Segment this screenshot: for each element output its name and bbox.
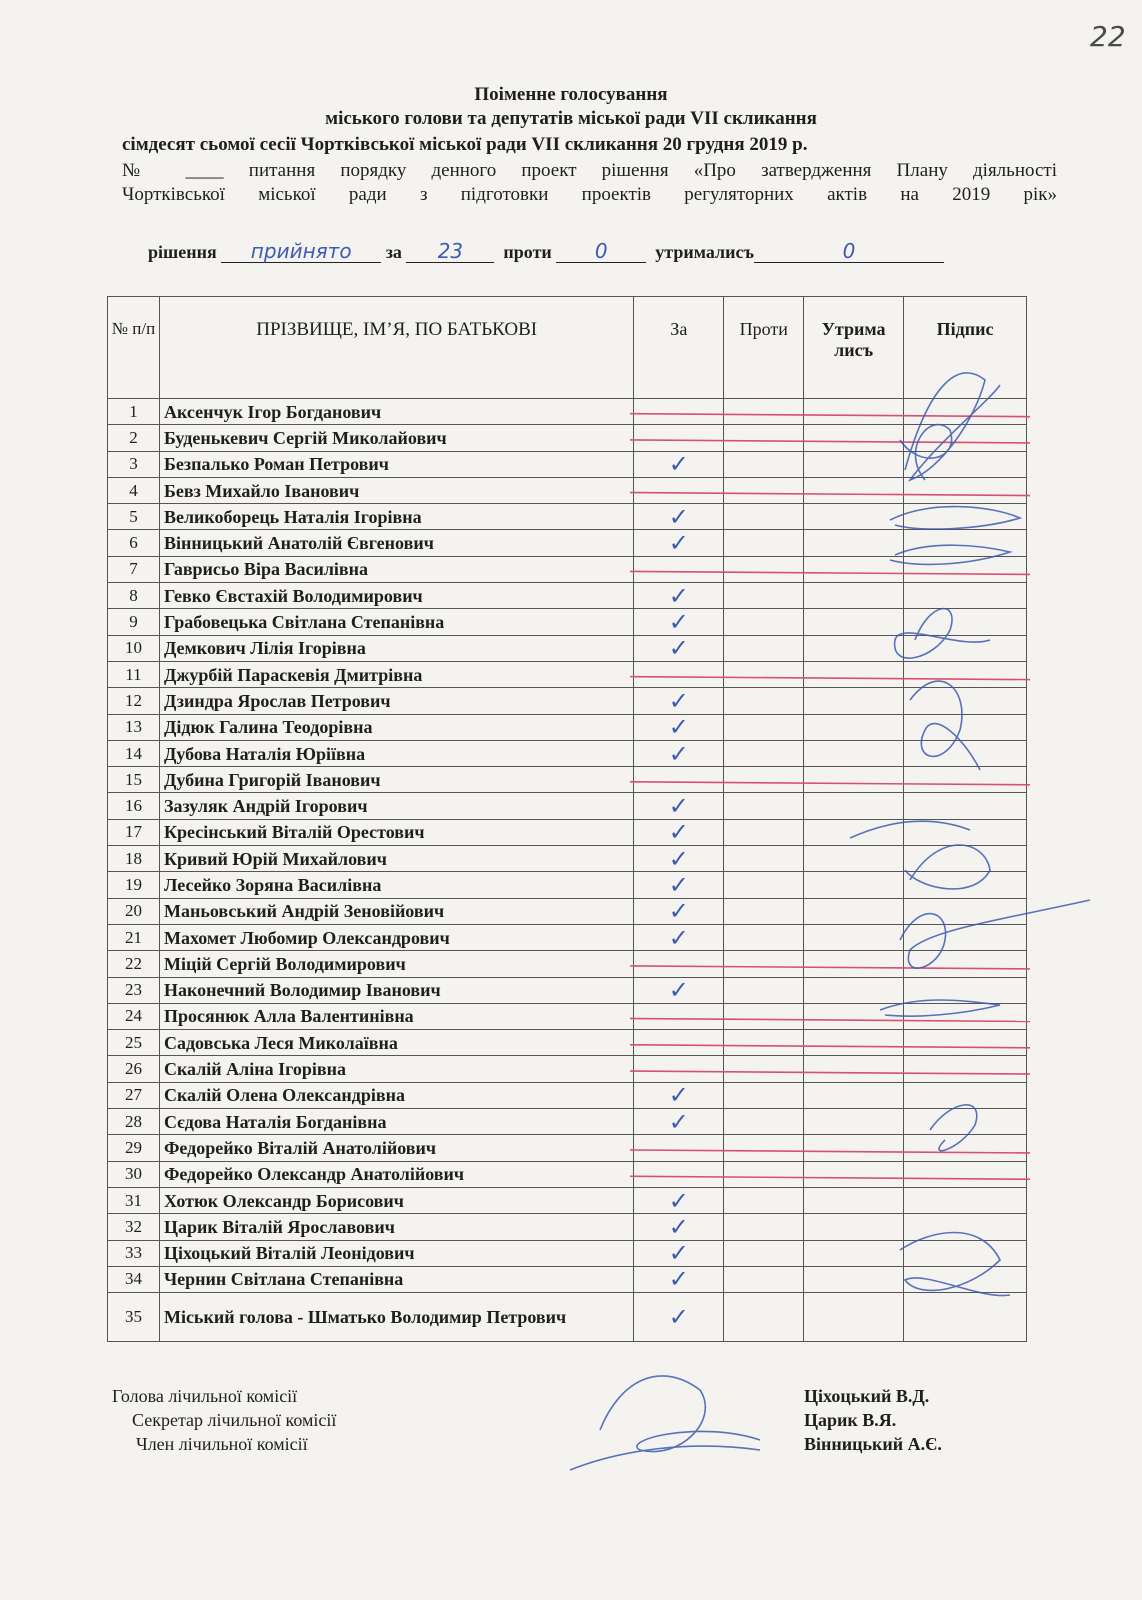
signature-cell bbox=[904, 1161, 1027, 1187]
vote-abstained-cell bbox=[804, 556, 904, 582]
deputy-name: Міський голова - Шматько Володимир Петрович bbox=[159, 1293, 633, 1342]
table-row bbox=[108, 1135, 1027, 1161]
row-number: 24 bbox=[108, 1003, 160, 1029]
row-number: 18 bbox=[108, 846, 160, 872]
signature-cell bbox=[904, 1187, 1027, 1213]
deputy-name: Міцій Сергій Володимирович bbox=[159, 951, 633, 977]
check-mark: ✓ bbox=[668, 739, 689, 768]
check-mark: ✓ bbox=[668, 844, 689, 873]
vote-for-cell bbox=[634, 1240, 724, 1266]
row-number: 29 bbox=[108, 1135, 160, 1161]
signature-cell bbox=[904, 1135, 1027, 1161]
signature-cell bbox=[904, 1266, 1027, 1292]
table-row bbox=[108, 1030, 1027, 1056]
vote-abstained-cell bbox=[804, 1187, 904, 1213]
signature-cell bbox=[904, 583, 1027, 609]
vote-for-cell bbox=[634, 688, 724, 714]
row-number: 19 bbox=[108, 872, 160, 898]
vote-abstained-cell bbox=[804, 1030, 904, 1056]
decision-line bbox=[148, 240, 944, 263]
signature-mark bbox=[600, 1376, 760, 1452]
row-number: 13 bbox=[108, 714, 160, 740]
signature-cell bbox=[904, 767, 1027, 793]
vote-against-cell bbox=[724, 1056, 804, 1082]
vote-against-cell bbox=[724, 1030, 804, 1056]
vote-abstained-cell bbox=[804, 530, 904, 556]
row-number: 10 bbox=[108, 635, 160, 661]
row-number: 26 bbox=[108, 1056, 160, 1082]
row-number: 7 bbox=[108, 556, 160, 582]
row-number: 14 bbox=[108, 740, 160, 766]
row-number: 17 bbox=[108, 819, 160, 845]
signature-cell bbox=[904, 609, 1027, 635]
vote-abstained-cell bbox=[804, 924, 904, 950]
vote-against-cell bbox=[724, 1240, 804, 1266]
row-number: 8 bbox=[108, 583, 160, 609]
table-row bbox=[108, 872, 1027, 898]
signature-cell bbox=[904, 451, 1027, 477]
table-row bbox=[108, 425, 1027, 451]
vote-for-cell bbox=[634, 793, 724, 819]
vote-for-cell bbox=[634, 530, 724, 556]
row-number: 33 bbox=[108, 1240, 160, 1266]
vote-abstained-cell bbox=[804, 635, 904, 661]
vote-against-cell bbox=[724, 504, 804, 530]
vote-abstained-cell bbox=[804, 1266, 904, 1292]
row-number: 6 bbox=[108, 530, 160, 556]
row-number: 21 bbox=[108, 924, 160, 950]
row-number: 20 bbox=[108, 898, 160, 924]
check-mark: ✓ bbox=[668, 923, 689, 952]
vote-abstained-cell bbox=[804, 951, 904, 977]
vote-against-cell bbox=[724, 740, 804, 766]
vote-against-cell bbox=[724, 609, 804, 635]
vote-abstained-cell bbox=[804, 1082, 904, 1108]
deputy-name: Царик Віталій Ярославович bbox=[159, 1214, 633, 1240]
vote-against-cell bbox=[724, 1214, 804, 1240]
check-mark: ✓ bbox=[668, 686, 689, 715]
vote-for-cell bbox=[634, 1293, 724, 1342]
vote-for-cell bbox=[634, 399, 724, 425]
signature-cell bbox=[904, 1214, 1027, 1240]
table-row bbox=[108, 1293, 1027, 1342]
signature-cell bbox=[904, 977, 1027, 1003]
deputy-name: Федорейко Віталій Анатолійович bbox=[159, 1135, 633, 1161]
signature-cell bbox=[904, 504, 1027, 530]
vote-for-cell bbox=[634, 898, 724, 924]
vote-abstained-cell bbox=[804, 1214, 904, 1240]
vote-against-cell bbox=[724, 1109, 804, 1135]
table-row bbox=[108, 1214, 1027, 1240]
chair-label: Голова лічильної комісії bbox=[112, 1386, 298, 1406]
header-against: Проти bbox=[724, 297, 804, 399]
vote-abstained-cell bbox=[804, 872, 904, 898]
signature-cell bbox=[904, 819, 1027, 845]
vote-abstained-cell bbox=[804, 1056, 904, 1082]
table-row bbox=[108, 767, 1027, 793]
check-mark: ✓ bbox=[668, 450, 689, 479]
deputy-name: Буденькевич Сергій Миколайович bbox=[159, 425, 633, 451]
table-row bbox=[108, 1187, 1027, 1213]
against-count: 0 bbox=[556, 240, 646, 263]
vote-abstained-cell bbox=[804, 819, 904, 845]
vote-for-cell bbox=[634, 451, 724, 477]
vote-for-cell bbox=[634, 1030, 724, 1056]
deputy-name: Чернин Світлана Степанівна bbox=[159, 1266, 633, 1292]
vote-against-cell bbox=[724, 1161, 804, 1187]
for-count: 23 bbox=[406, 240, 494, 263]
header-line-3: сімдесят сьомої сесії Чортківської міської ради VII скликання 20 грудня 2019 р. bbox=[122, 134, 808, 155]
deputy-name: Дубина Григорій Іванович bbox=[159, 767, 633, 793]
vote-against-cell bbox=[724, 1082, 804, 1108]
deputy-name: Зазуляк Андрій Ігорович bbox=[159, 793, 633, 819]
check-mark: ✓ bbox=[668, 608, 689, 637]
signature-cell bbox=[904, 793, 1027, 819]
table-row bbox=[108, 609, 1027, 635]
check-mark: ✓ bbox=[668, 1239, 689, 1268]
vote-abstained-cell bbox=[804, 688, 904, 714]
vote-abstained-cell bbox=[804, 504, 904, 530]
row-number: 27 bbox=[108, 1082, 160, 1108]
vote-for-cell bbox=[634, 556, 724, 582]
deputy-name: Грабовецька Світлана Степанівна bbox=[159, 609, 633, 635]
vote-for-cell bbox=[634, 1003, 724, 1029]
vote-abstained-cell bbox=[804, 1109, 904, 1135]
vote-against-cell bbox=[724, 530, 804, 556]
header-signature: Підпис bbox=[904, 297, 1027, 399]
deputy-name: Аксенчук Ігор Богданович bbox=[159, 399, 633, 425]
header-line-5: Чортківської міської ради з підготовки проектів регуляторних актів на 2019 рік» bbox=[122, 184, 1057, 205]
row-number: 31 bbox=[108, 1187, 160, 1213]
check-mark: ✓ bbox=[668, 581, 689, 610]
vote-for-cell bbox=[634, 767, 724, 793]
deputy-name: Ціхоцький Віталій Леонідович bbox=[159, 1240, 633, 1266]
deputy-name: Сєдова Наталія Богданівна bbox=[159, 1109, 633, 1135]
row-number: 28 bbox=[108, 1109, 160, 1135]
row-number: 34 bbox=[108, 1266, 160, 1292]
page-number: 22 bbox=[1090, 20, 1126, 53]
table-row bbox=[108, 1109, 1027, 1135]
deputy-name: Махомет Любомир Олександрович bbox=[159, 924, 633, 950]
deputy-name: Наконечний Володимир Іванович bbox=[159, 977, 633, 1003]
deputy-name: Хотюк Олександр Борисович bbox=[159, 1187, 633, 1213]
deputy-name: Бевз Михайло Іванович bbox=[159, 477, 633, 503]
signature-cell bbox=[904, 714, 1027, 740]
vote-for-cell bbox=[634, 477, 724, 503]
row-number: 5 bbox=[108, 504, 160, 530]
vote-against-cell bbox=[724, 714, 804, 740]
vote-against-cell bbox=[724, 451, 804, 477]
vote-abstained-cell bbox=[804, 1293, 904, 1342]
vote-for-cell bbox=[634, 714, 724, 740]
row-number: 2 bbox=[108, 425, 160, 451]
vote-abstained-cell bbox=[804, 846, 904, 872]
row-number: 30 bbox=[108, 1161, 160, 1187]
deputy-name: Дзиндра Ярослав Петрович bbox=[159, 688, 633, 714]
table-row bbox=[108, 1240, 1027, 1266]
check-mark: ✓ bbox=[668, 870, 689, 899]
vote-against-cell bbox=[724, 846, 804, 872]
vote-abstained-cell bbox=[804, 477, 904, 503]
table-row bbox=[108, 1266, 1027, 1292]
check-mark: ✓ bbox=[668, 1212, 689, 1241]
table-row bbox=[108, 504, 1027, 530]
vote-abstained-cell bbox=[804, 609, 904, 635]
signature-cell bbox=[904, 425, 1027, 451]
vote-for-cell bbox=[634, 1135, 724, 1161]
check-mark: ✓ bbox=[668, 529, 689, 558]
deputy-name: Гевко Євстахій Володимирович bbox=[159, 583, 633, 609]
vote-against-cell bbox=[724, 951, 804, 977]
table-row bbox=[108, 1161, 1027, 1187]
header-num: № п/п bbox=[108, 297, 160, 399]
check-mark: ✓ bbox=[668, 897, 689, 926]
check-mark: ✓ bbox=[668, 1107, 689, 1136]
deputy-name: Кривий Юрій Михайлович bbox=[159, 846, 633, 872]
vote-for-cell bbox=[634, 924, 724, 950]
table-row bbox=[108, 846, 1027, 872]
vote-table-header bbox=[108, 297, 1027, 399]
signature-cell bbox=[904, 898, 1027, 924]
vote-for-cell bbox=[634, 846, 724, 872]
abstained-count: 0 bbox=[754, 240, 944, 263]
table-row bbox=[108, 898, 1027, 924]
header-name: ПРІЗВИЩЕ, ІМ’Я, ПО БАТЬКОВІ bbox=[159, 297, 633, 399]
document-title: Поіменне голосування bbox=[474, 84, 668, 105]
vote-abstained-cell bbox=[804, 714, 904, 740]
vote-against-cell bbox=[724, 872, 804, 898]
vote-against-cell bbox=[724, 793, 804, 819]
vote-against-cell bbox=[724, 1135, 804, 1161]
vote-against-cell bbox=[724, 635, 804, 661]
signature-cell bbox=[904, 951, 1027, 977]
vote-for-cell bbox=[634, 1082, 724, 1108]
signature-cell bbox=[904, 924, 1027, 950]
check-mark: ✓ bbox=[668, 1081, 689, 1110]
signature-cell bbox=[904, 1109, 1027, 1135]
vote-abstained-cell bbox=[804, 898, 904, 924]
table-row bbox=[108, 793, 1027, 819]
vote-abstained-cell bbox=[804, 793, 904, 819]
vote-abstained-cell bbox=[804, 1161, 904, 1187]
vote-for-cell bbox=[634, 1056, 724, 1082]
vote-against-cell bbox=[724, 583, 804, 609]
table-row bbox=[108, 951, 1027, 977]
vote-for-cell bbox=[634, 819, 724, 845]
vote-abstained-cell bbox=[804, 1240, 904, 1266]
vote-abstained-cell bbox=[804, 661, 904, 687]
row-number: 12 bbox=[108, 688, 160, 714]
vote-for-cell bbox=[634, 872, 724, 898]
member-name: Вінницький А.Є. bbox=[804, 1434, 942, 1454]
decision-value: прийнято bbox=[221, 240, 381, 263]
table-row bbox=[108, 399, 1027, 425]
signature-cell bbox=[904, 1082, 1027, 1108]
signature-cell bbox=[904, 1293, 1027, 1342]
row-number: 11 bbox=[108, 661, 160, 687]
deputy-name: Безпалько Роман Петрович bbox=[159, 451, 633, 477]
vote-abstained-cell bbox=[804, 399, 904, 425]
vote-for-cell bbox=[634, 977, 724, 1003]
deputy-name: Федорейко Олександр Анатолійович bbox=[159, 1161, 633, 1187]
vote-for-cell bbox=[634, 1187, 724, 1213]
table-row bbox=[108, 924, 1027, 950]
deputy-name: Гаврисьо Віра Василівна bbox=[159, 556, 633, 582]
row-number: 1 bbox=[108, 399, 160, 425]
check-mark: ✓ bbox=[668, 502, 689, 531]
header-for: За bbox=[634, 297, 724, 399]
signature-cell bbox=[904, 1240, 1027, 1266]
table-row bbox=[108, 1056, 1027, 1082]
deputy-name: Лесейко Зоряна Василівна bbox=[159, 872, 633, 898]
row-number: 23 bbox=[108, 977, 160, 1003]
row-number: 16 bbox=[108, 793, 160, 819]
member-label: Член лічильної комісії bbox=[136, 1434, 308, 1454]
check-mark: ✓ bbox=[668, 1186, 689, 1215]
deputy-name: Вінницький Анатолій Євгенович bbox=[159, 530, 633, 556]
signature-cell bbox=[904, 1003, 1027, 1029]
check-mark: ✓ bbox=[668, 976, 689, 1005]
check-mark: ✓ bbox=[668, 713, 689, 742]
deputy-name: Скалій Олена Олександрівна bbox=[159, 1082, 633, 1108]
vote-for-cell bbox=[634, 609, 724, 635]
for-label: за bbox=[385, 242, 402, 262]
vote-for-cell bbox=[634, 583, 724, 609]
header-abstained: Утрималисъ bbox=[804, 297, 904, 399]
vote-abstained-cell bbox=[804, 583, 904, 609]
vote-for-cell bbox=[634, 740, 724, 766]
vote-for-cell bbox=[634, 1161, 724, 1187]
vote-for-cell bbox=[634, 1214, 724, 1240]
signature-cell bbox=[904, 556, 1027, 582]
table-row bbox=[108, 451, 1027, 477]
secretary-name: Царик В.Я. bbox=[804, 1410, 897, 1430]
vote-against-cell bbox=[724, 425, 804, 451]
vote-abstained-cell bbox=[804, 977, 904, 1003]
vote-against-cell bbox=[724, 1187, 804, 1213]
table-row bbox=[108, 556, 1027, 582]
check-mark: ✓ bbox=[668, 634, 689, 663]
deputy-name: Просянюк Алла Валентинівна bbox=[159, 1003, 633, 1029]
table-row bbox=[108, 714, 1027, 740]
vote-abstained-cell bbox=[804, 1003, 904, 1029]
check-mark: ✓ bbox=[668, 1303, 689, 1332]
vote-for-cell bbox=[634, 635, 724, 661]
vote-against-cell bbox=[724, 661, 804, 687]
deputy-name: Маньовський Андрій Зеновійович bbox=[159, 898, 633, 924]
signature-mark bbox=[570, 1446, 760, 1470]
check-mark: ✓ bbox=[668, 1265, 689, 1294]
table-row bbox=[108, 688, 1027, 714]
vote-abstained-cell bbox=[804, 451, 904, 477]
row-number: 35 bbox=[108, 1293, 160, 1342]
decision-label: рішення bbox=[148, 242, 217, 262]
vote-against-cell bbox=[724, 977, 804, 1003]
vote-for-cell bbox=[634, 951, 724, 977]
vote-against-cell bbox=[724, 924, 804, 950]
table-row bbox=[108, 1003, 1027, 1029]
deputy-name: Джурбій Параскевія Дмитрівна bbox=[159, 661, 633, 687]
header-line-4: № ____ питання порядку денного проект рішення «Про затвердження Плану діяльності bbox=[122, 160, 1057, 181]
vote-abstained-cell bbox=[804, 425, 904, 451]
row-number: 32 bbox=[108, 1214, 160, 1240]
row-number: 15 bbox=[108, 767, 160, 793]
signature-cell bbox=[904, 399, 1027, 425]
vote-against-cell bbox=[724, 819, 804, 845]
abstained-label: утрималисъ bbox=[655, 242, 754, 262]
signature-cell bbox=[904, 846, 1027, 872]
signature-cell bbox=[904, 872, 1027, 898]
check-mark: ✓ bbox=[668, 792, 689, 821]
chair-name: Ціхоцький В.Д. bbox=[804, 1386, 930, 1406]
signature-cell bbox=[904, 740, 1027, 766]
vote-against-cell bbox=[724, 767, 804, 793]
vote-abstained-cell bbox=[804, 1135, 904, 1161]
table-row bbox=[108, 1082, 1027, 1108]
signature-cell bbox=[904, 661, 1027, 687]
vote-against-cell bbox=[724, 898, 804, 924]
signature-cell bbox=[904, 1056, 1027, 1082]
deputy-name: Великоборець Наталія Ігорівна bbox=[159, 504, 633, 530]
vote-against-cell bbox=[724, 556, 804, 582]
vote-for-cell bbox=[634, 425, 724, 451]
signature-cell bbox=[904, 688, 1027, 714]
row-number: 4 bbox=[108, 477, 160, 503]
vote-against-cell bbox=[724, 477, 804, 503]
vote-against-cell bbox=[724, 1293, 804, 1342]
deputy-name: Дідюк Галина Теодорівна bbox=[159, 714, 633, 740]
deputy-name: Демкович Лілія Ігорівна bbox=[159, 635, 633, 661]
vote-for-cell bbox=[634, 504, 724, 530]
deputy-name: Кресінський Віталій Орестович bbox=[159, 819, 633, 845]
signature-cell bbox=[904, 477, 1027, 503]
row-number: 22 bbox=[108, 951, 160, 977]
signature-cell bbox=[904, 1030, 1027, 1056]
secretary-label: Секретар лічильної комісії bbox=[132, 1410, 337, 1430]
header-line-2: міського голови та депутатів міської ради VII скликання bbox=[325, 108, 817, 129]
table-row bbox=[108, 635, 1027, 661]
vote-against-cell bbox=[724, 1266, 804, 1292]
vote-table bbox=[107, 296, 1027, 1342]
table-row bbox=[108, 661, 1027, 687]
deputy-name: Скалій Аліна Ігорівна bbox=[159, 1056, 633, 1082]
vote-abstained-cell bbox=[804, 767, 904, 793]
row-number: 9 bbox=[108, 609, 160, 635]
deputy-name: Дубова Наталія Юріївна bbox=[159, 740, 633, 766]
deputy-name: Садовська Леся Миколаївна bbox=[159, 1030, 633, 1056]
row-number: 3 bbox=[108, 451, 160, 477]
vote-against-cell bbox=[724, 399, 804, 425]
vote-abstained-cell bbox=[804, 740, 904, 766]
table-row bbox=[108, 477, 1027, 503]
against-label: проти bbox=[503, 242, 552, 262]
signature-cell bbox=[904, 635, 1027, 661]
signature-cell bbox=[904, 530, 1027, 556]
table-row bbox=[108, 583, 1027, 609]
table-row bbox=[108, 740, 1027, 766]
vote-for-cell bbox=[634, 661, 724, 687]
check-mark: ✓ bbox=[668, 818, 689, 847]
vote-for-cell bbox=[634, 1266, 724, 1292]
vote-against-cell bbox=[724, 1003, 804, 1029]
row-number: 25 bbox=[108, 1030, 160, 1056]
table-row bbox=[108, 977, 1027, 1003]
table-row bbox=[108, 819, 1027, 845]
table-row bbox=[108, 530, 1027, 556]
vote-for-cell bbox=[634, 1109, 724, 1135]
vote-against-cell bbox=[724, 688, 804, 714]
